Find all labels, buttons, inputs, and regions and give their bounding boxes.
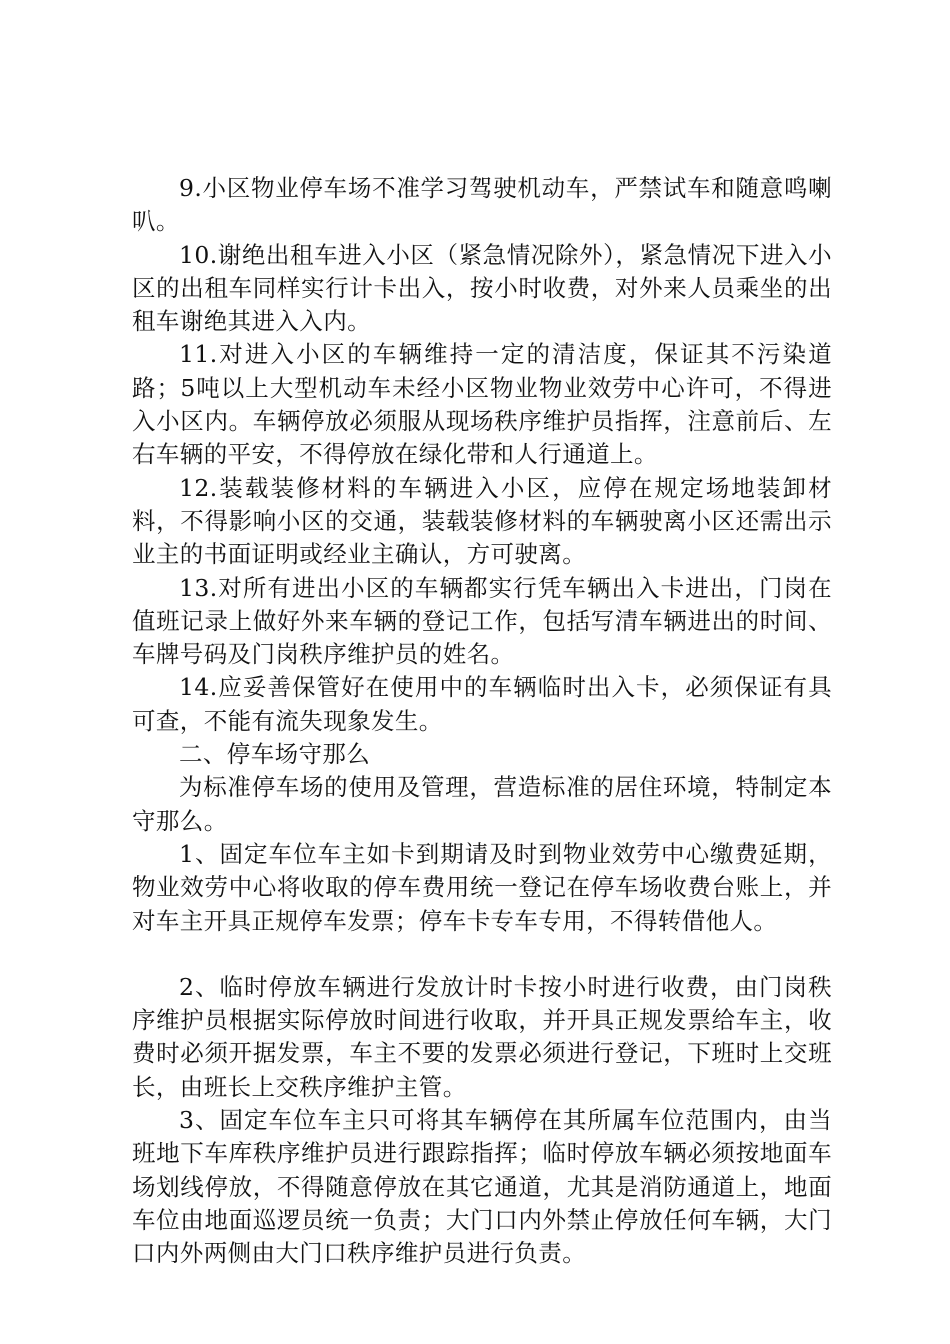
paragraph-rule-10: 10.谢绝出租车进入小区（紧急情况除外），紧急情况下进入小区的出租车同样实行计卡出入，按小时收费，对外来人员乘坐的出租车谢绝其进入入内。 — [132, 240, 832, 336]
paragraph-item-2: 2、临时停放车辆进行发放计时卡按小时进行收费，由门岗秩序维护员根据实际停放时间进行收取，并开具正规发票给车主，收费时必须开据发票，车主不要的发票必须进行登记，下班时上交班长，由班长上交秩序维护主管。 — [132, 972, 832, 1101]
document-body — [132, 172, 832, 1271]
section-intro: 为标准停车场的使用及管理，营造标准的居住环境，特制定本守那么。 — [132, 773, 832, 835]
paragraph-rule-11: 11.对进入小区的车辆维持一定的清洁度，保证其不污染道路；5吨以上大型机动车未经小区物业物业效劳中心许可，不得进入小区内。车辆停放必须服从现场秩序维护员指挥，注意前后、左右车辆的平安，不得停放在绿化带和人行通道上。 — [132, 340, 832, 469]
blank-line — [132, 938, 832, 971]
paragraph-rule-13: 13.对所有进出小区的车辆都实行凭车辆出入卡进出，门岗在值班记录上做好外来车辆的登记工作，包括写清车辆进出的时间、车牌号码及门岗秩序维护员的姓名。 — [132, 573, 832, 669]
paragraph-item-3: 3、固定车位车主只可将其车辆停在其所属车位范围内，由当班地下车库秩序维护员进行跟踪指挥；临时停放车辆必须按地面车场划线停放，不得随意停放在其它通道，尤其是消防通道上，地面车位由地面巡逻员统一负责；大门口内外禁止停放任何车辆，大门口内外两侧由大门口秩序维护员进行负责。 — [132, 1106, 832, 1268]
paragraph-item-1: 1、固定车位车主如卡到期请及时到物业效劳中心缴费延期，物业效劳中心将收取的停车费用统一登记在停车场收费台账上，并对车主开具正规停车发票；停车卡专车专用，不得转借他人。 — [132, 839, 832, 935]
section-heading: 二、停车场守那么 — [179, 740, 371, 769]
paragraph-rule-9: 9.小区物业停车场不准学习驾驶机动车，严禁试车和随意鸣喇叭。 — [132, 174, 832, 236]
paragraph-rule-12: 12.装载装修材料的车辆进入小区，应停在规定场地装卸材料，不得影响小区的交通，装载装修材料的车辆驶离小区还需出示业主的书面证明或经业主确认，方可驶离。 — [132, 473, 832, 569]
paragraph-rule-14: 14.应妥善保管好在使用中的车辆临时出入卡，必须保证有具可查，不能有流失现象发生。 — [132, 673, 832, 735]
